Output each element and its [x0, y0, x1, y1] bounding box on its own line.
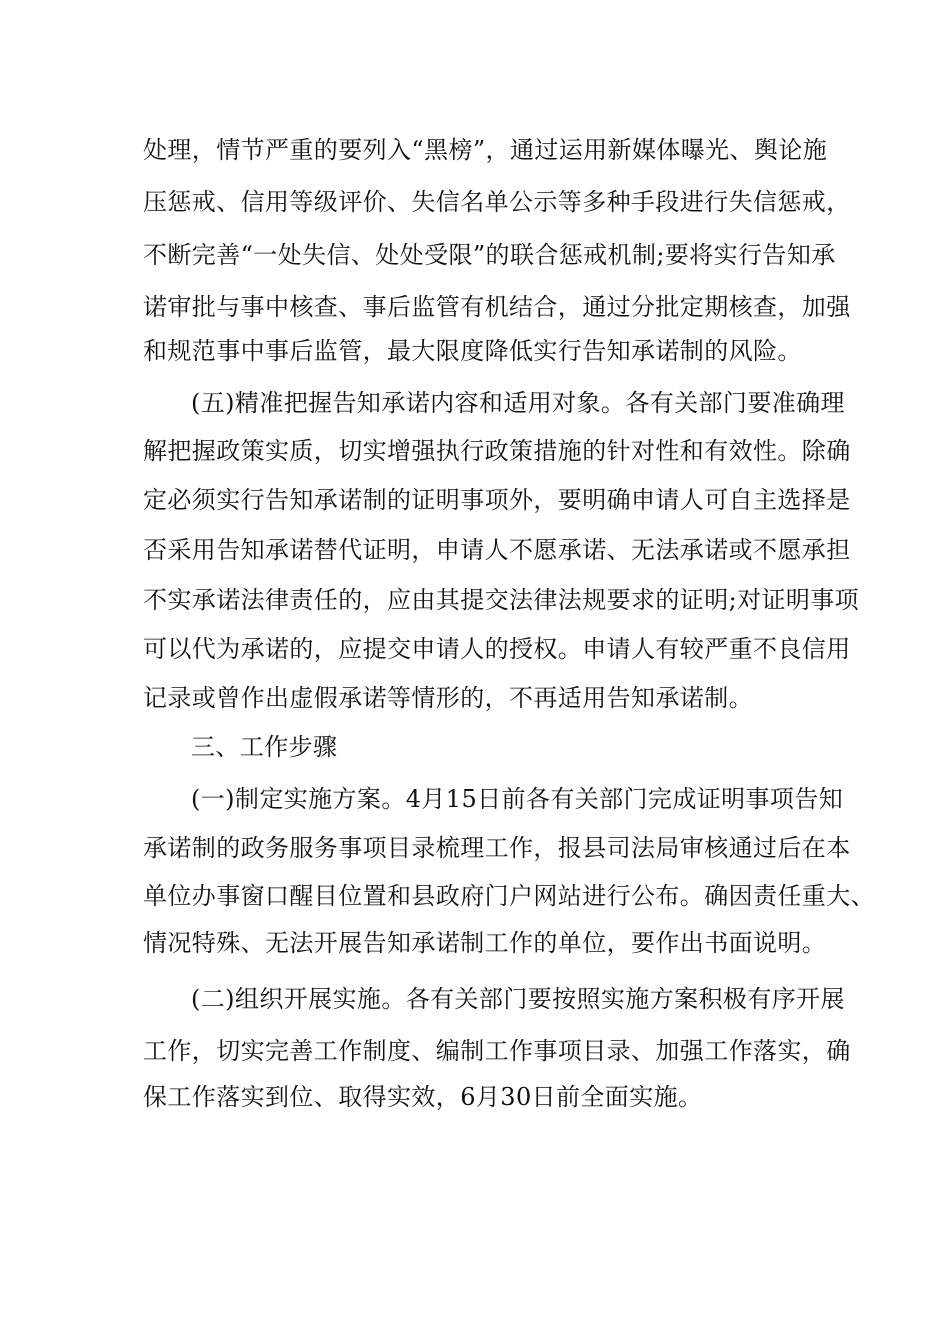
paragraph-line: (一)制定实施方案。4月15日前各有关部门完成证明事项告知 [191, 785, 844, 813]
paragraph-line: (二)组织开展实施。各有关部门要按照实施方案积极有序开展 [191, 985, 845, 1013]
paragraph-line: 记录或曾作出虚假承诺等情形的，不再适用告知承诺制。 [143, 684, 753, 712]
paragraph-line: 工作，切实完善工作制度、编制工作事项目录、加强工作落实，确 [143, 1037, 851, 1065]
paragraph-line: 处理，情节严重的要列入“黑榜”，通过运用新媒体曝光、舆论施 [143, 136, 828, 164]
section-heading: 三、工作步骤 [191, 733, 338, 761]
paragraph-line: 否采用告知承诺替代证明，申请人不愿承诺、无法承诺或不愿承担 [143, 536, 851, 564]
paragraph-line: 可以代为承诺的，应提交申请人的授权。申请人有较严重不良信用 [143, 635, 851, 663]
paragraph-line: 解把握政策实质，切实增强执行政策措施的针对性和有效性。除确 [143, 437, 851, 465]
paragraph-line: 和规范事中事后监管，最大限度降低实行告知承诺制的风险。 [143, 337, 802, 365]
paragraph-line: 不断完善“一处失信、处处受限”的联合惩戒机制;要将实行告知承 [143, 241, 836, 269]
paragraph-line: 单位办事窗口醒目位置和县政府门户网站进行公布。确因责任重大、 [143, 882, 875, 910]
paragraph-line: 承诺制的政务服务事项目录梳理工作，报县司法局审核通过后在本 [143, 834, 851, 862]
paragraph-line: 保工作落实到位、取得实效，6月30日前全面实施。 [143, 1083, 703, 1111]
paragraph-line: 不实承诺法律责任的，应由其提交法律法规要求的证明;对证明事项 [143, 586, 860, 614]
paragraph-line: 定必须实行告知承诺制的证明事项外，要明确申请人可自主选择是 [143, 486, 851, 514]
paragraph-line: 诺审批与事中核查、事后监管有机结合，通过分批定期核查，加强 [143, 293, 851, 321]
paragraph-line: 压惩戒、信用等级评价、失信名单公示等多种手段进行失信惩戒， [143, 188, 851, 216]
paragraph-line: (五)精准把握告知承诺内容和适用对象。各有关部门要准确理 [191, 389, 845, 417]
paragraph-line: 情况特殊、无法开展告知承诺制工作的单位，要作出书面说明。 [143, 929, 827, 957]
